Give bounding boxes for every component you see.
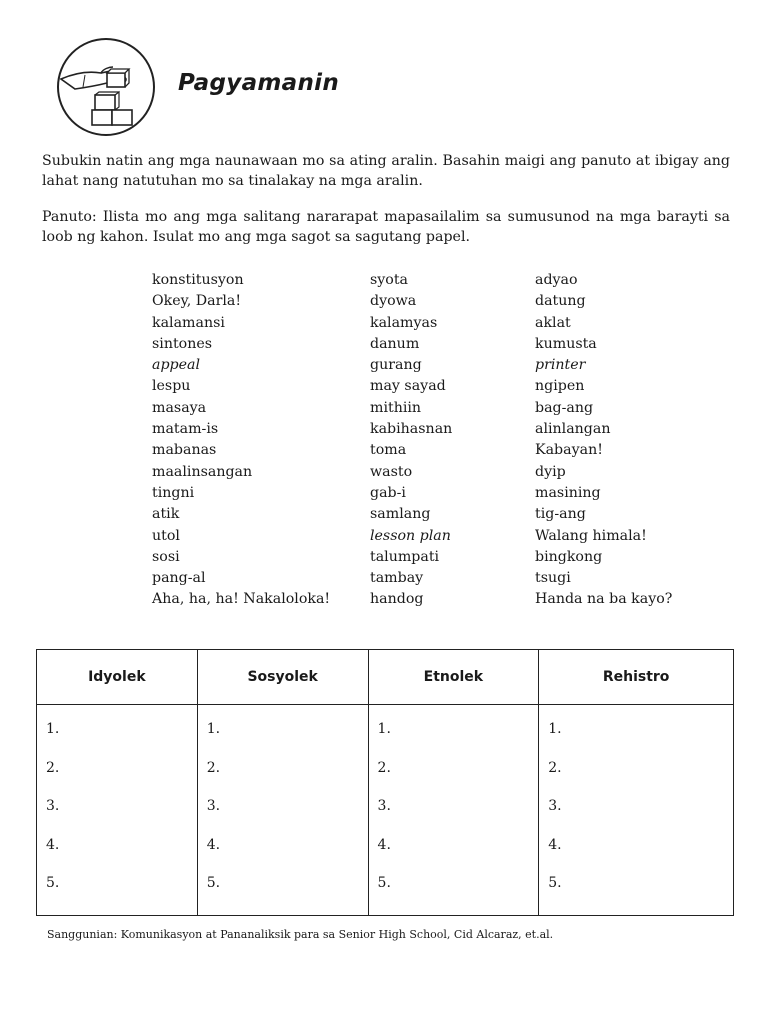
- word-item: mabanas: [152, 442, 217, 459]
- answer-number: 3.: [46, 798, 60, 814]
- word-item: lespu: [152, 378, 191, 395]
- word-item: talumpati: [370, 548, 440, 565]
- word-list-column-2: [370, 270, 452, 611]
- word-item: sintones: [152, 335, 213, 352]
- word-item: tsugi: [535, 570, 571, 587]
- word-item: kumusta: [535, 335, 597, 352]
- section-title: Pagyamanin: [178, 70, 340, 96]
- word-item: kalamansi: [152, 314, 225, 331]
- word-item: masaya: [152, 399, 207, 416]
- word-item: tingni: [152, 484, 195, 501]
- answer-number: 3.: [206, 798, 221, 814]
- word-item: kabihasnan: [370, 421, 453, 438]
- answer-number: 4.: [46, 836, 60, 853]
- word-item: Walang himala!: [535, 527, 647, 544]
- sosyolek-answer-cell[interactable]: [197, 705, 368, 916]
- answer-number: 3.: [377, 798, 391, 814]
- answer-number: 1.: [377, 721, 391, 737]
- intro-paragraph: Subukin natin ang mga naunawaan mo sa ating aralin. Basahin maigi ang panuto at ibigay ang lahat nang natutuhan mo sa tinalakay na mga aralin.: [42, 153, 730, 189]
- word-item: mithiin: [370, 399, 422, 416]
- word-item: may sayad: [370, 378, 446, 395]
- header-sosyolek: Sosyolek: [197, 650, 368, 705]
- word-item: Aha, ha, ha! Nakaloloka!: [152, 591, 331, 608]
- answer-number: 5.: [46, 875, 60, 891]
- instructions-paragraph: Panuto: Ilista mo ang mga salitang nararapat mapasailalim sa sumusunod na mga barayti sa loob ng kahon. Isulat mo ang mga sagot sa sagutang papel.: [42, 209, 730, 245]
- word-item: bingkong: [535, 548, 603, 565]
- word-item: Kabayan!: [535, 442, 603, 459]
- word-item: dyowa: [370, 293, 417, 310]
- word-item: appeal: [152, 357, 201, 374]
- answer-number: 4.: [548, 836, 562, 853]
- word-item: toma: [370, 442, 407, 459]
- answer-number: 1.: [46, 721, 60, 737]
- header-idyolek: Idyolek: [37, 650, 198, 705]
- header-etnolek: Etnolek: [368, 650, 539, 705]
- answer-number: 5.: [206, 875, 221, 891]
- word-item: pang-al: [152, 570, 206, 587]
- word-item: handog: [370, 591, 424, 608]
- word-item: bag-ang: [535, 399, 594, 416]
- word-list-column-1: [152, 270, 330, 611]
- answer-number: 1.: [206, 721, 221, 737]
- word-item: samlang: [370, 506, 431, 523]
- word-item: Handa na ba kayo?: [535, 591, 673, 608]
- word-item: adyao: [535, 272, 578, 288]
- word-item: datung: [535, 293, 586, 310]
- word-item: danum: [370, 335, 420, 352]
- word-item: ngipen: [535, 378, 585, 395]
- word-item: Okey, Darla!: [152, 293, 242, 310]
- answer-number: 2.: [377, 759, 391, 776]
- word-item: dyip: [535, 463, 566, 480]
- word-item: gurang: [370, 357, 422, 374]
- answer-number: 4.: [206, 836, 221, 853]
- word-item: atik: [152, 506, 180, 523]
- etnolek-answer-cell[interactable]: [368, 705, 539, 916]
- idyolek-answer-cell[interactable]: [37, 705, 198, 916]
- word-item: wasto: [370, 463, 413, 480]
- rehistro-answer-cell[interactable]: [539, 705, 734, 916]
- answer-number: 1.: [548, 721, 562, 737]
- word-item: sosi: [152, 548, 180, 565]
- word-item: matam-is: [152, 421, 219, 438]
- word-item: alinlangan: [535, 421, 611, 438]
- word-item: aklat: [535, 314, 571, 331]
- answer-number: 2.: [206, 759, 221, 776]
- word-item: lesson plan: [370, 527, 451, 544]
- word-item: tig-ang: [535, 506, 586, 523]
- word-item: gab-i: [370, 484, 406, 501]
- word-item: utol: [152, 527, 180, 544]
- answer-number: 2.: [46, 759, 60, 776]
- answer-number: 3.: [548, 798, 562, 814]
- word-item: printer: [535, 357, 586, 374]
- word-item: maalinsangan: [152, 463, 253, 480]
- word-item: tambay: [370, 570, 424, 587]
- word-item: syota: [370, 272, 408, 288]
- answer-number: 4.: [377, 836, 391, 853]
- answer-number: 2.: [548, 759, 562, 776]
- answer-table: [36, 649, 734, 916]
- source-citation: Sanggunian: Komunikasyon at Pananaliksik para sa Senior High School, Cid Alcaraz, et.al.: [47, 928, 554, 941]
- word-list-column-3: [535, 270, 672, 611]
- word-item: masining: [535, 484, 601, 501]
- word-item: konstitusyon: [152, 272, 244, 288]
- answer-number: 5.: [548, 875, 562, 891]
- word-item: kalamyas: [370, 314, 438, 331]
- hand-stacking-blocks-icon: [55, 37, 157, 137]
- header-rehistro: Rehistro: [539, 650, 734, 705]
- answer-number: 5.: [377, 875, 391, 891]
